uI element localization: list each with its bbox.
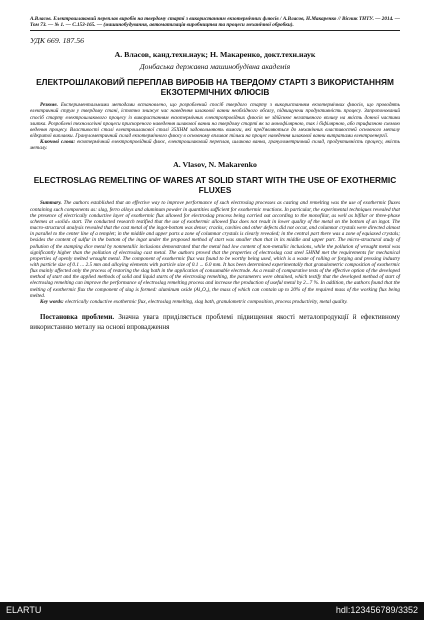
- citation-header: А.Власов. Електрошлаковий переплав виробів на твердому старті з використанням екзотермічних флюсів / А.Власов, Н.Макаренко // Вісник ТНТУ. — 2014. — Том 73. — № 1. — С.153-165. — (машинобудування, автоматизація виробництва та процеси механічної обробки).: [30, 16, 400, 29]
- authors-ua: А. Власов, канд.техн.наук; Н. Макаренко, докт.техн.наук: [114, 50, 316, 60]
- authors-en: A. Vlasov, N. Makarenko: [173, 160, 257, 170]
- summary-label: Summary.: [40, 200, 62, 207]
- header-rule: [30, 30, 400, 31]
- abstract-ua-label: Резюме.: [40, 102, 58, 109]
- keywords-en-text: electrically conductive exothermic flux, electroslag remelting, slag bath, granulometric composition, process productivity, metal quality.: [65, 298, 348, 305]
- keywords-ua-text: екзотермічний електропровідний флюс, електрошлаковий переплав, шлакова ванна, гранулометричний склад, продуктивність процесу, якість металу.: [30, 139, 401, 152]
- repository-name: ELARTU: [6, 605, 42, 615]
- keywords-en-label: Key words:: [40, 298, 64, 305]
- summary-en: [30, 200, 400, 299]
- intro-paragraph: [30, 313, 400, 332]
- intro-text: Значна увага приділяється проблемі підвищення якості металопродукції й ефективному використанню металу на основі впровадження: [30, 313, 400, 331]
- affiliation-ua: Донбаська державна машинобудівна академія: [139, 62, 291, 72]
- keywords-ua: [30, 139, 400, 151]
- repository-footer-bar: [0, 602, 424, 620]
- page-content: [30, 16, 400, 332]
- intro-label: Постановка проблеми.: [40, 313, 115, 322]
- udc-code: УДК 669. 187.56: [30, 36, 85, 46]
- article-title-en: ELECTROSLAG REMELTING OF WARES AT SOLID START WITH THE USE OF EXOTHERMIC FLUXES: [33, 175, 397, 196]
- abstract-ua: [30, 102, 400, 139]
- handle-identifier: hdl:123456789/3352: [335, 605, 418, 615]
- keywords-en: [30, 299, 400, 305]
- article-title-ua: ЕЛЕКТРОШЛАКОВИЙ ПЕРЕПЛАВ ВИРОБІВ НА ТВЕРДОМУ СТАРТІ З ВИКОРИСТАННЯМ ЕКЗОТЕРМІЧНИХ ФЛЮСІВ: [36, 77, 394, 98]
- summary-text: The authors established that an effective way to improve performance of such electroslag processes as casting and remelting was the use of exothermic fluxes containing such components as: slag, ferro alloys and aluminum powder in quantities sufficient for exothermic reactions. In particular, the experimental techniques revealed that the presence of electrically conductive layer of exothermic flux allowed for electroslag process being carried out according to the monofilar, as well as bifilar or three-phase schemes at «solid» start. The conducted research testified that the use of exothermic allowed flux does not result in lower quality of the metal on the bottom of an ingot. The macro-structural analysis revealed that the cast metal of the ingot-bottom was dense; cracks, cavities and other defects did not occur, and columnar crystals were directed almost in parallel to the center line of a templet; in the middle and upper parts a zone of columnar crystals is clearly revealed; in the central part there was a zone of equiaxed crystals; besides the content of sulfur in the bottom of the ingot under the proposed method of start was smaller than that in its middle and upper part. The micro-structural study of pollution of the stamping dice metal by nonmetallic inclusions demonstrated that the metal had low content of non-metallic inclusions, while the pollution of wrought metal was significantly higher than the pollution of electroslag cast metal. The authors proved that the properties of electroslag cast steel 5HNM met the requirements for mechanical properties of openly melted wrought metal. The component of exothermic flux was found to be worthy being used, which is a waste of rolling or forging and pressing industry with particle size of 0.1 ... 2.5 mm and alloying elements with particle size of 0.1 ... 6.0 mm. It has been determined experimentally that granulometric composition of exothermic flux mainly affected only the process of restoring the slag bath in the application of consumable electrode. As a result of comparative tests of the effective option of the developed method of start and the applied methods of solid and liquid starts of the electroslag remelting, the parameters were obtained, which testify that the developed method of start of electroslag remelting can improve the performance of electroslag remelting process and increase the production of useful metal by 2...7 %. In addition, the authors found that the melting of exothermic flux the component of slag is formed: aluminum oxide (Al₂O₃), the mass of which can contain up to 20% of the required mass of the working flux being melted.: [30, 200, 401, 299]
- keywords-ua-label: Ключові слова:: [40, 139, 76, 146]
- abstract-ua-text: Експериментальними методами встановлено, що розроблений спосіб твердого старту з використанням екзотермічних флюсів, що проводять електричний струм у твердому стані, істотно знижує час наведення шлакової ванни необхідного обсягу, підвищуючи продуктивність процесу. Запропонований спосіб старту електрошлакового процесу із використанням екзотермічних електропровідних флюсів не здійснює негативного впливу на якість донної частини злитка. Розроблені технологічні процеси прискореного наведення шлакової ванни на твердому старті як за монофілярною, так і біфілярною, або трифазною схемою ведення процесу. Властивості сталі електрошлакової сталі 35ХНМ задовольняють вимоги, які пред'являються до механічних властивостей основного металу відкритої виплавки. Гранулометричний склад екзотермічного флюсу в основному впливає тільки на процес наведення шлакової ванни витратами електроенергії.: [30, 102, 400, 139]
